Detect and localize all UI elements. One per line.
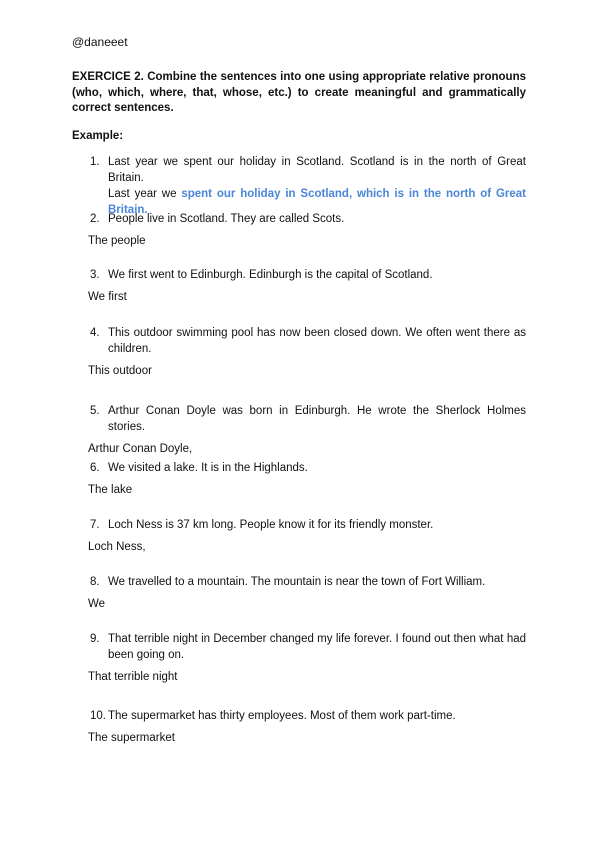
item-number: 5. (90, 405, 100, 417)
answer-starter: The lake (88, 484, 133, 497)
item-sentence: We visited a lake. It is in the Highlands. (108, 462, 308, 474)
example-question (90, 154, 526, 218)
item-sentence: Arthur Conan Doyle was born in Edinburgh. He wrote the Sherlock Holmes stories. (108, 405, 526, 434)
item-question (90, 708, 526, 724)
answer-starter: The people (88, 235, 146, 248)
answer-starter: Arthur Conan Doyle, (88, 443, 193, 456)
item-number: 6. (90, 462, 100, 474)
item-sentence: This outdoor swimming pool has now been closed down. We often went there as children. (108, 327, 526, 356)
exercise-item-8 (90, 574, 526, 612)
item-sentence: People live in Scotland. They are called Scots. (108, 213, 345, 225)
item-question (90, 631, 526, 663)
example-answer-highlight: spent our holiday in Scotland, which is in the north of Great Britain. (108, 188, 526, 217)
answer-starter: The supermarket (88, 732, 175, 745)
answer-starter: We first (88, 291, 127, 304)
item-sentence: That terrible night in December changed my life forever. I found out then what had been going on. (108, 633, 526, 662)
exercise-item-5 (90, 403, 526, 457)
exercise-item-10 (90, 708, 526, 746)
exercise-item-3 (90, 267, 526, 305)
answer-starter: Loch Ness, (88, 541, 146, 554)
item-number: 3. (90, 269, 100, 281)
item-number: 9. (90, 633, 100, 645)
exercise-item-7 (90, 517, 526, 555)
exercise-instruction: EXERCICE 2. Combine the sentences into one using appropriate relative pronouns (who, which, where, that, whose, etc.) to create meaningful and grammatically correct sentences. (72, 71, 526, 115)
item-sentence: We first went to Edinburgh. Edinburgh is the capital of Scotland. (108, 269, 433, 281)
item-question (90, 267, 526, 283)
item-question (90, 403, 526, 435)
item-question (90, 517, 526, 533)
item-number: 10. (90, 710, 106, 722)
answer-starter: This outdoor (88, 365, 152, 378)
item-question (90, 211, 526, 227)
item-sentence: The supermarket has thirty employees. Most of them work part-time. (108, 710, 456, 722)
answer-starter: That terrible night (88, 671, 178, 684)
item-question (90, 325, 526, 357)
answer-starter: We (88, 598, 106, 611)
exercise-item-9 (90, 631, 526, 685)
item-number: 1. (90, 156, 100, 168)
exercise-item-6 (90, 460, 526, 498)
author-handle: @daneeet (72, 35, 128, 49)
exercise-item-2 (90, 211, 526, 249)
example-item (90, 154, 526, 218)
example-sentence: Last year we spent our holiday in Scotland. Scotland is in the north of Great Britain. (108, 156, 526, 185)
item-sentence: We travelled to a mountain. The mountain is near the town of Fort William. (108, 576, 486, 588)
example-answer-prefix: Last year we (108, 188, 182, 201)
item-number: 4. (90, 327, 100, 339)
item-question (90, 460, 526, 476)
item-number: 7. (90, 519, 100, 531)
item-question (90, 574, 526, 590)
exercise-item-4 (90, 325, 526, 379)
item-number: 2. (90, 213, 100, 225)
example-label: Example: (72, 130, 124, 142)
item-sentence: Loch Ness is 37 km long. People know it for its friendly monster. (108, 519, 434, 531)
item-number: 8. (90, 576, 100, 588)
